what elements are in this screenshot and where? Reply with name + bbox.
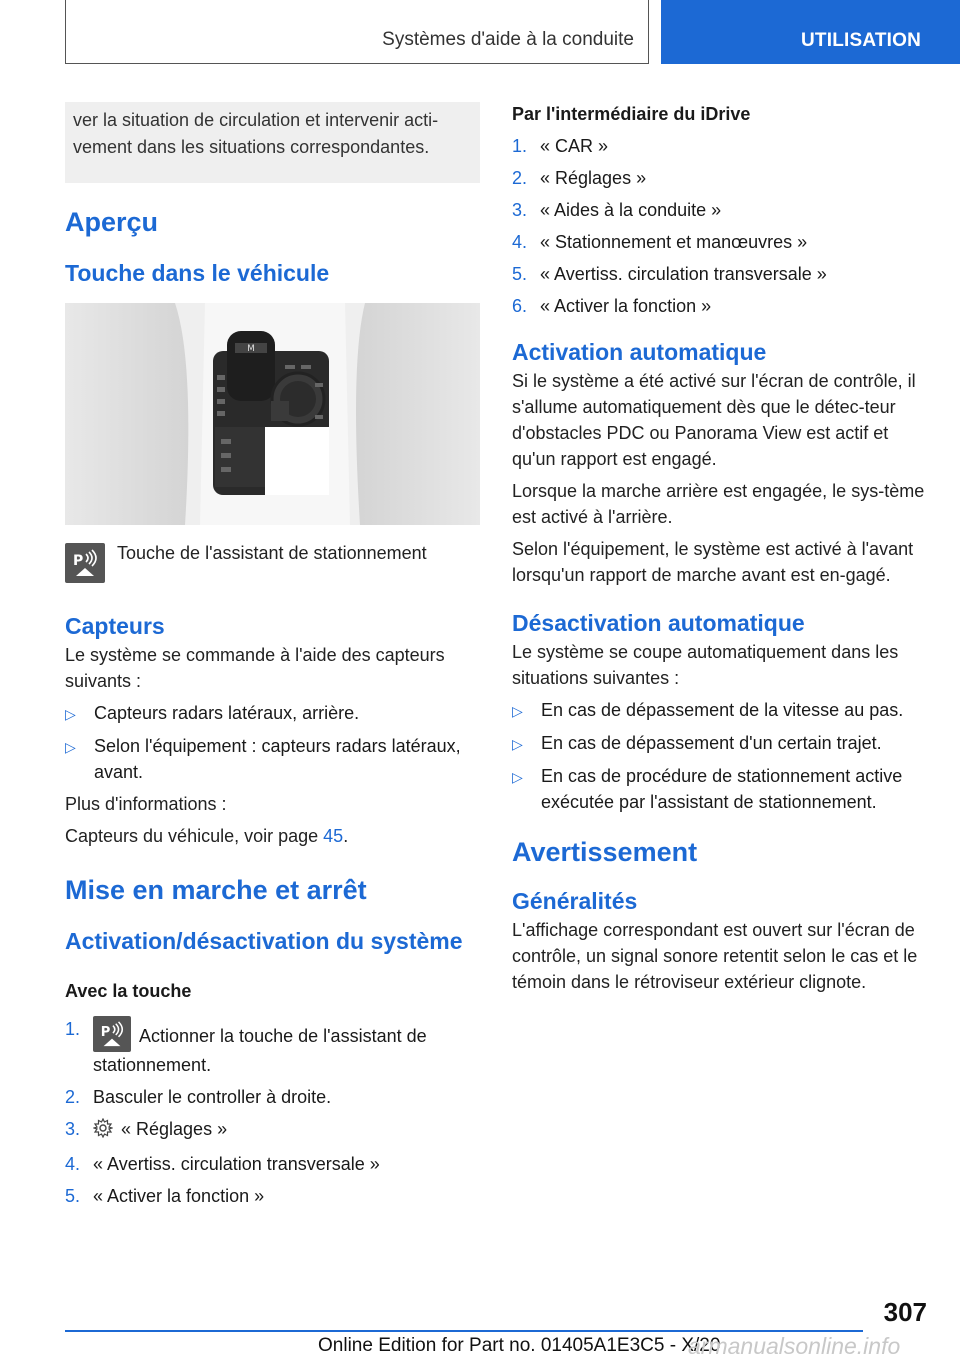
heading-generalites: Généralités <box>512 888 638 914</box>
step-number: 4. <box>512 232 528 252</box>
touche-steps <box>65 1016 480 1209</box>
reference-end: . <box>343 826 349 846</box>
note-text: ver la situation de circulation et intervenir acti-vement dans les situations correspondantes. <box>73 110 439 157</box>
idrive-steps <box>512 133 930 319</box>
list-item <box>65 700 480 727</box>
heading-activation: Activation/désactivation du système <box>65 928 463 954</box>
step-text: « Activer la fonction » <box>540 296 712 316</box>
step-number: 3. <box>65 1119 81 1139</box>
step-text: « CAR » <box>540 136 609 156</box>
parking-assistant-icon <box>65 543 105 583</box>
list-item <box>512 133 930 159</box>
list-item <box>512 229 930 255</box>
list-item <box>512 293 930 319</box>
list-item <box>512 697 930 724</box>
list-item-text: En cas de procédure de stationnement active exécutée par l'assistant de stationnement. <box>541 766 903 812</box>
more-info-label: Plus d'informations : <box>65 794 227 814</box>
step-text: « Avertiss. circulation transversale » <box>93 1154 380 1174</box>
step-text: « Aides à la conduite » <box>540 200 722 220</box>
step-text: Actionner la touche de l'assistant de stationnement. <box>93 1026 427 1075</box>
list-item <box>65 1084 480 1110</box>
heading-mise-en-marche: Mise en marche et arrêt <box>65 875 367 905</box>
bullet-triangle-icon: ▷ <box>65 739 76 755</box>
svg-text:P: P <box>100 1024 111 1040</box>
icon-legend-row <box>65 543 480 583</box>
list-item-text: En cas de dépassement de la vitesse au pas. <box>541 700 904 720</box>
note-box <box>65 102 480 183</box>
list-item <box>512 261 930 287</box>
step-number: 1. <box>512 136 528 156</box>
header-section-tab <box>661 0 960 64</box>
step-content <box>93 1016 480 1078</box>
header-section-title: UTILISATION <box>801 30 922 51</box>
desactivation-list <box>512 697 930 815</box>
list-item <box>512 763 930 815</box>
list-item <box>65 1016 480 1078</box>
list-item <box>512 730 930 757</box>
step-text: « Réglages » <box>540 168 647 188</box>
list-item <box>512 165 930 191</box>
generalites-text: L'affichage correspondant est ouvert sur l'écran de contrôle, un signal sonore retentit selon le cas et le témoin dans le rétroviseur extérieur clignote. <box>512 920 918 992</box>
step-text: « Avertiss. circulation transversale » <box>540 264 827 284</box>
capteurs-intro: Le système se commande à l'aide des capteurs suivants : <box>65 645 445 691</box>
parking-assistant-icon <box>93 1016 131 1052</box>
step-number: 4. <box>65 1154 81 1174</box>
activation-auto-p1: Si le système a été activé sur l'écran de contrôle, il s'allume automatiquement dès que le détec-teur d'obstacles PDC ou Panorama View est actif et qu'un rapport est engagé. <box>512 371 916 469</box>
step-number: 2. <box>512 168 528 188</box>
right-column <box>512 102 930 995</box>
capteurs-list <box>65 700 480 785</box>
heading-touche: Touche dans le véhicule <box>65 260 330 286</box>
step-text: Basculer le controller à droite. <box>93 1087 332 1107</box>
gear-icon <box>93 1118 113 1145</box>
heading-activation-auto: Activation automatique <box>512 339 767 365</box>
activation-auto-p2: Lorsque la marche arrière est engagée, le sys-tème est activé à l'arrière. <box>512 481 925 527</box>
page-link[interactable]: 45 <box>323 826 344 846</box>
heading-avertissement: Avertissement <box>512 837 698 867</box>
step-number: 5. <box>65 1186 81 1206</box>
heading-idrive: Par l'intermédiaire du iDrive <box>512 104 751 124</box>
reference-text: Capteurs du véhicule, voir page <box>65 826 324 846</box>
step-number: 3. <box>512 200 528 220</box>
list-item-text: Selon l'équipement : capteurs radars latéraux, avant. <box>94 736 461 782</box>
step-text: « Activer la fonction » <box>93 1186 265 1206</box>
heading-capteurs: Capteurs <box>65 613 165 639</box>
list-item-text: Capteurs radars latéraux, arrière. <box>94 703 360 723</box>
header-chapter-box <box>65 0 649 64</box>
footer-edition: Online Edition for Part no. 01405A1E3C5 - X/20 <box>318 1335 721 1356</box>
header-chapter-title: Systèmes d'aide à la conduite <box>382 29 634 50</box>
heading-apercu: Aperçu <box>65 207 159 237</box>
list-item <box>65 1151 480 1177</box>
activation-auto-p3: Selon l'équipement, le système est activé à l'avant lorsqu'un rapport de marche avant est en-gagé. <box>512 539 914 585</box>
footer-divider <box>65 1330 863 1332</box>
step-text: « Stationnement et manœuvres » <box>540 232 808 252</box>
heading-desactivation-auto: Désactivation automatique <box>512 610 805 636</box>
step-number: 2. <box>65 1087 81 1107</box>
list-item <box>512 197 930 223</box>
step-number: 1. <box>65 1019 81 1039</box>
heading-avec-touche: Avec la touche <box>65 981 192 1001</box>
step-text: « Réglages » <box>121 1119 228 1139</box>
desactivation-intro: Le système se coupe automatiquement dans les situations suivantes : <box>512 642 899 688</box>
shifter-badge-text: M <box>247 344 255 354</box>
step-content <box>93 1116 227 1145</box>
svg-text:P: P <box>73 553 84 569</box>
list-item <box>65 733 480 785</box>
step-number: 5. <box>512 264 528 284</box>
left-column <box>65 102 480 1215</box>
step-number: 6. <box>512 296 528 316</box>
bullet-triangle-icon: ▷ <box>512 736 523 752</box>
bullet-triangle-icon: ▷ <box>65 706 76 722</box>
console-illustration <box>65 303 480 525</box>
list-item <box>65 1116 480 1145</box>
bullet-triangle-icon: ▷ <box>512 703 523 719</box>
list-item-text: En cas de dépassement d'un certain trajet. <box>541 733 882 753</box>
icon-caption: Touche de l'assistant de stationnement <box>117 543 427 563</box>
watermark: armanualsonline.info <box>688 1333 901 1359</box>
list-item <box>65 1183 480 1209</box>
bullet-triangle-icon: ▷ <box>512 769 523 785</box>
reference-line <box>65 823 480 849</box>
page-number: 307 <box>883 1297 927 1327</box>
console-photo <box>65 303 480 525</box>
